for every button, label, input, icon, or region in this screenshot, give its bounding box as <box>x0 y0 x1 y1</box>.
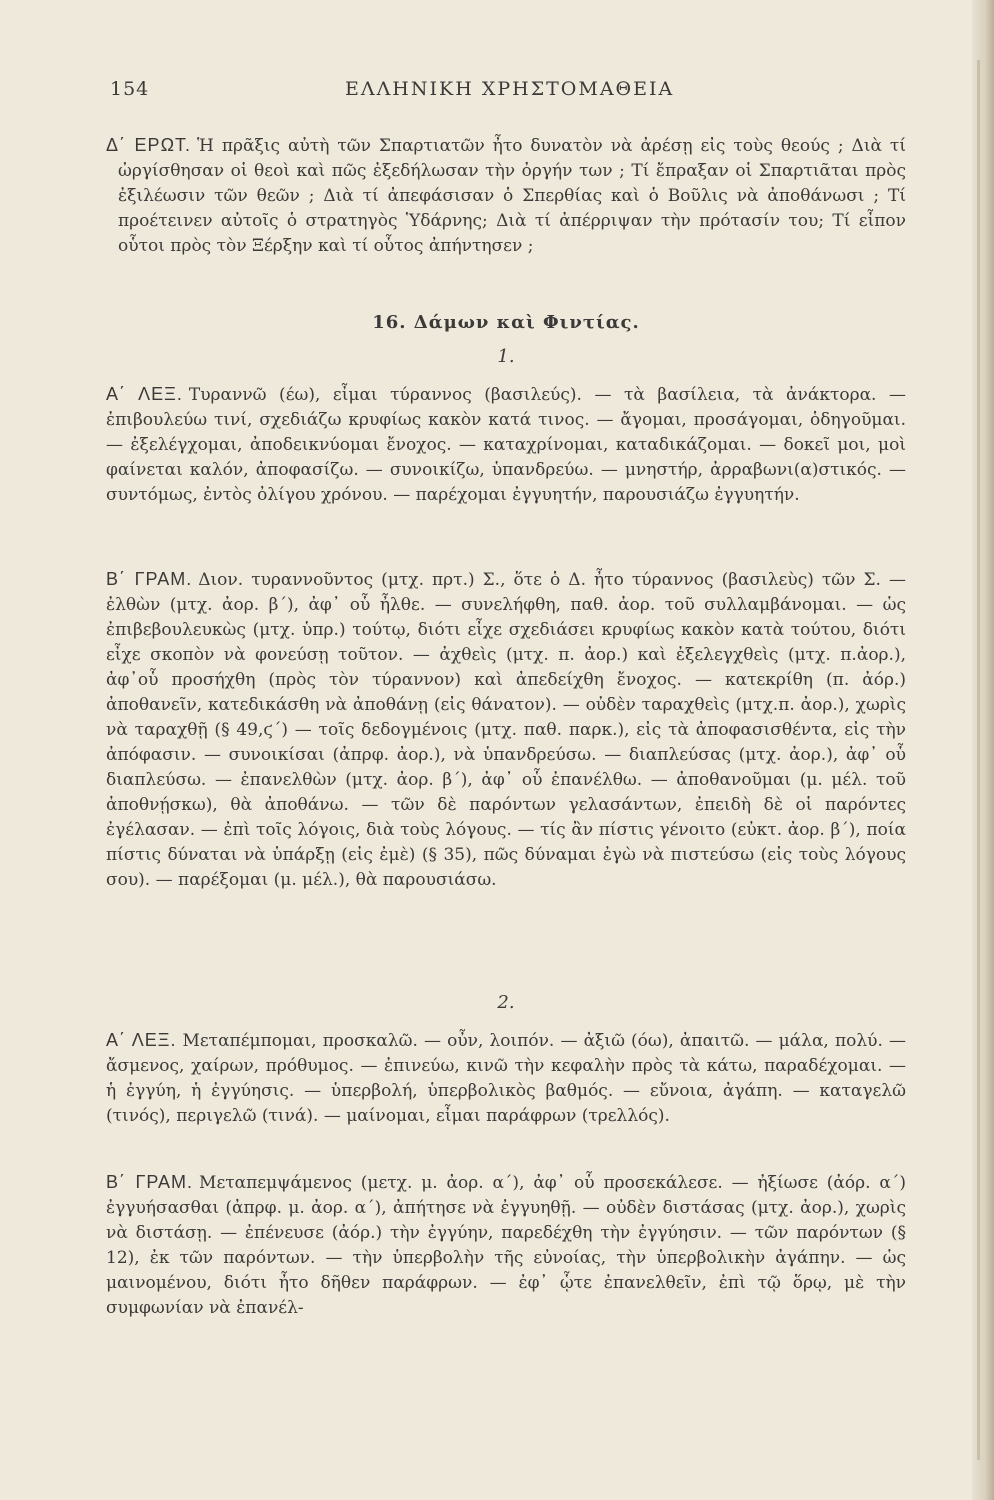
page-edge <box>972 0 994 1500</box>
running-header <box>110 78 690 108</box>
section-2-vocabulary <box>106 1028 906 1129</box>
grammar-label: Β΄ ΓΡΑΜ. <box>106 569 193 589</box>
section-1-vocabulary <box>106 382 906 508</box>
section-1-number: 1. <box>497 346 515 367</box>
chapter-title: 16. Δάμων καὶ Φιντίας. <box>372 312 640 333</box>
questions-label: Δ΄ ΕΡΩΤ. <box>106 135 192 155</box>
lexicon-text: Μεταπέμπομαι, προσκαλῶ. — οὖν, λοιπόν. — ἀξιῶ (όω), ἀπαιτῶ. — μάλα, πολύ. — ἄσμενος, χαίρων, πρόθυμος. — ἐπινεύω, κινῶ τὴν κεφαλὴν πρὸς τὰ κάτω, παραδέχομαι. — ἡ ἐγγύη, ἡ ἐγγύησις. — ὑπερβολή, ὑπερβολικὸς βαθμός. — εὔνοια, ἀγάπη. — καταγελῶ (τινός), περιγελῶ (τινά). — μαίνομαι, εἶμαι παράφρων (τρελλός). <box>106 1031 906 1126</box>
lexicon-label: Α΄ ΛΕΞ. <box>106 384 183 404</box>
grammar-text: Μεταπεμψάμενος (μετχ. μ. ἀορ. α΄), ἀφ᾽ οὗ προσεκάλεσε. — ἠξίωσε (ἀόρ. α΄) ἐγγυήσασθαι (ἀπρφ. μ. ἀορ. α΄), ἀπήτησε νὰ ἐγγυηθῇ. — οὐδὲν διστάσας (μτχ. ἀορ.), χωρὶς νὰ διστάσῃ. — ἐπένευσε (ἀόρ.) τὴν ἐγγύην, παρεδέχθη τὴν ἐγγύησιν. — τῶν παρόντων (§ 12), ἐκ τῶν παρόντων. — τὴν ὑπερβολὴν τῆς εὐνοίας, τὴν ὑπερβολικὴν ἀγάπην. — ὡς μαινομένου, διότι ἦτο δῆθεν παράφρων. — ἐφ᾽ ᾧτε ἐπανελθεῖν, ἐπὶ τῷ ὅρῳ, μὲ τὴν συμφωνίαν νὰ ἐπανέλ- <box>106 1173 906 1318</box>
section-2-grammar <box>106 1170 906 1321</box>
page-number: 154 <box>110 78 150 100</box>
questions-text: Ἡ πρᾶξις αὐτὴ τῶν Σπαρτιατῶν ἦτο δυνατὸν νὰ ἀρέσῃ εἰς τοὺς θεούς ; Διὰ τί ὠργίσθησαν οἱ θεοὶ καὶ πῶς ἐξεδήλωσαν τὴν ὀργήν των ; Τί ἔπραξαν οἱ Σπαρτιᾶται πρὸς ἐξιλέωσιν τῶν θεῶν ; Διὰ τί ἀπεφάσισαν ὁ Σπερθίας καὶ ὁ Βοῦλις νὰ ἀποθάνωσι ; Τί προέτεινεν αὐτοῖς ὁ στρατηγὸς Ὑδάρνης; Διὰ τί ἀπέρριψαν τὴν πρότασίν του; Τί εἶπον οὗτοι πρὸς τὸν Ξέρξην καὶ τί οὗτος ἀπήντησεν ; <box>118 136 906 256</box>
section-2-number: 2. <box>497 992 515 1013</box>
grammar-label: Β΄ ΓΡΑΜ. <box>106 1172 194 1192</box>
lexicon-text: Τυραννῶ (έω), εἶμαι τύραννος (βασιλεύς). — τὰ βασίλεια, τὰ ἀνάκτορα. — ἐπιβουλεύω τινί, σχεδιάζω κρυφίως κακὸν κατά τινος. — ἄγομαι, προσάγομαι, ὁδηγοῦμαι. — ἐξελέγχομαι, ἀποδεικνύομαι ἔνοχος. — καταχρίνομαι, καταδικάζομαι. — δοκεῖ μοι, μοὶ φαίνεται καλόν, ἀποφασίζω. — συνοικίζω, ὑπανδρεύω. — μνηστήρ, ἀρραβωνι(α)στικός. — συντόμως, ἐντὸς ὀλίγου χρόνου. — παρέχομαι ἐγγυητήν, παρουσιάζω ἐγγυητήν. <box>106 385 906 505</box>
binding-shadow <box>977 60 980 1460</box>
section-1-grammar <box>106 567 906 893</box>
lexicon-label: Α΄ ΛΕΞ. <box>106 1030 177 1050</box>
questions-paragraph <box>106 133 906 259</box>
running-title: ΕΛΛΗΝΙΚΗ ΧΡΗΣΤΟΜΑΘΕΙΑ <box>345 78 675 100</box>
grammar-text: Διον. τυραννοῦντος (μτχ. πρτ.) Σ., ὅτε ὁ Δ. ἦτο τύραννος (βασιλεὺς) τῶν Σ. — ἐλθὼν (μτχ. ἀορ. β΄), ἀφ᾽ οὗ ἦλθε. — συνελήφθη, παθ. ἀορ. τοῦ συλλαμβάνομαι. — ὡς ἐπιβεβουλευκὼς (μτχ. ὑπρ.) τούτῳ, διότι εἶχε σχεδιάσει κρυφίως κακὸν κατὰ τούτου, διότι εἶχε σκοπὸν νὰ φονεύσῃ τοῦτον. — ἀχθεὶς (μτχ. π. ἀορ.) καὶ ἐξελεγχθεὶς (μτχ. π.ἀορ.), ἀφ᾽οὗ προσήχθη (πρὸς τὸν τύραννον) καὶ ἀπεδείχθη ἔνοχος. — κατεκρίθη (π. ἀόρ.) ἀποθανεῖν, κατεδικάσθη νὰ ἀποθάνῃ (εἰς θάνατον). — οὐδὲν ταραχθεὶς (μτχ.π. ἀορ.), χωρὶς νὰ ταραχθῇ (§ 49,ϛ΄) — τοῖς δεδογμένοις (μτχ. παθ. παρκ.), εἰς τὰ ἀποφασισθέντα, εἰς τὴν ἀπόφασιν. — συνοικίσαι (ἀπρφ. ἀορ.), νὰ ὑπανδρεύσω. — διαπλεύσας (μτχ. ἀορ.), ἀφ᾽ οὗ διαπλεύσω. — ἐπανελθὼν (μτχ. ἀορ. β΄), ἀφ᾽ οὗ ἐπανέλθω. — ἀποθανοῦμαι (μ. μέλ. τοῦ ἀποθνῄσκω), θὰ ἀποθάνω. — τῶν δὲ παρόντων γελασάντων, ἐπειδὴ δὲ οἱ παρόντες ἐγέλασαν. — ἐπὶ τοῖς λόγοις, διὰ τοὺς λόγους. — τίς ἂν πίστις γένοιτο (εὐκτ. ἀορ. β΄), ποία πίστις δύναται νὰ ὑπάρξῃ (εἰς ἐμὲ) (§ 35), πῶς δύναμαι ἐγὼ νὰ πιστεύσω (εἰς τοὺς λόγους σου). — παρέξομαι (μ. μέλ.), θὰ παρουσιάσω. <box>106 570 907 890</box>
